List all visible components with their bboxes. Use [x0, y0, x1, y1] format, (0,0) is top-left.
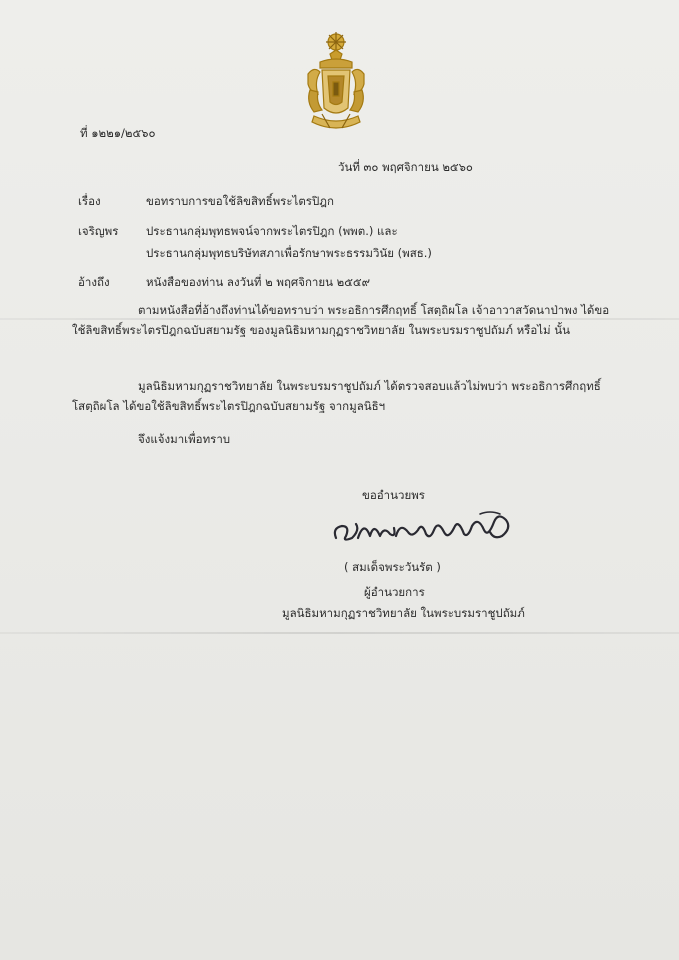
subject-label: เรื่อง: [78, 194, 101, 208]
royal-crest-icon: [300, 30, 372, 136]
signer-title: ผู้อำนวยการ: [364, 585, 425, 599]
subject-text: ขอทราบการขอใช้ลิขสิทธิ์พระไตรปิฎก: [146, 194, 334, 208]
reference-text: หนังสือของท่าน ลงวันที่ ๒ พฤศจิกายน ๒๕๕๙: [146, 275, 371, 289]
closing-text: ขออำนวยพร: [362, 488, 425, 502]
body-paragraph-2: มูลนิธิมหามกุฏราชวิทยาลัย ในพระบรมราชูปถัมภ์ ได้ตรวจสอบแล้วไม่พบว่า พระอธิการศึกฤทธิ์ โสตฺถิผโล ได้ขอใช้ลิขสิทธิ์พระไตรปิฎกฉบับสยามรัฐ จากมูลนิธิฯ: [72, 379, 601, 413]
organization-name: มูลนิธิมหามกุฏราชวิทยาลัย ในพระบรมราชูปถัมภ์: [282, 606, 525, 620]
document-number: ที่ ๑๒๒๑/๒๕๖๐: [80, 126, 156, 140]
letter-date: วันที่ ๓๐ พฤศจิกายน ๒๕๖๐: [338, 160, 473, 174]
signature: [330, 508, 530, 548]
reference-label: อ้างถึง: [78, 275, 110, 289]
addressee-line-1: ประธานกลุ่มพุทธพจน์จากพระไตรปิฎก (พพต.) และ: [146, 224, 398, 238]
addressee-label: เจริญพร: [78, 224, 119, 238]
body-paragraph-1: ตามหนังสือที่อ้างถึงท่านได้ขอทราบว่า พระอธิการศึกฤทธิ์ โสตฺถิผโล เจ้าอาวาสวัดนาป่าพง ได้ขอใช้ลิขสิทธิ์พระไตรปิฎกฉบับสยามรัฐ ของมูลนิธิมหามกุฏราชวิทยาลัย ในพระบรมราชูปถัมภ์ หรือไม่ นั้น: [72, 303, 610, 337]
paper-fold: [0, 632, 679, 634]
body-paragraph-3: จึงแจ้งมาเพื่อทราบ: [138, 432, 231, 446]
signer-name: ( สมเด็จพระวันรัต ): [344, 560, 441, 574]
addressee-line-2: ประธานกลุ่มพุทธบริษัทสภาเพื่อรักษาพระธรรมวินัย (พสธ.): [146, 246, 432, 260]
